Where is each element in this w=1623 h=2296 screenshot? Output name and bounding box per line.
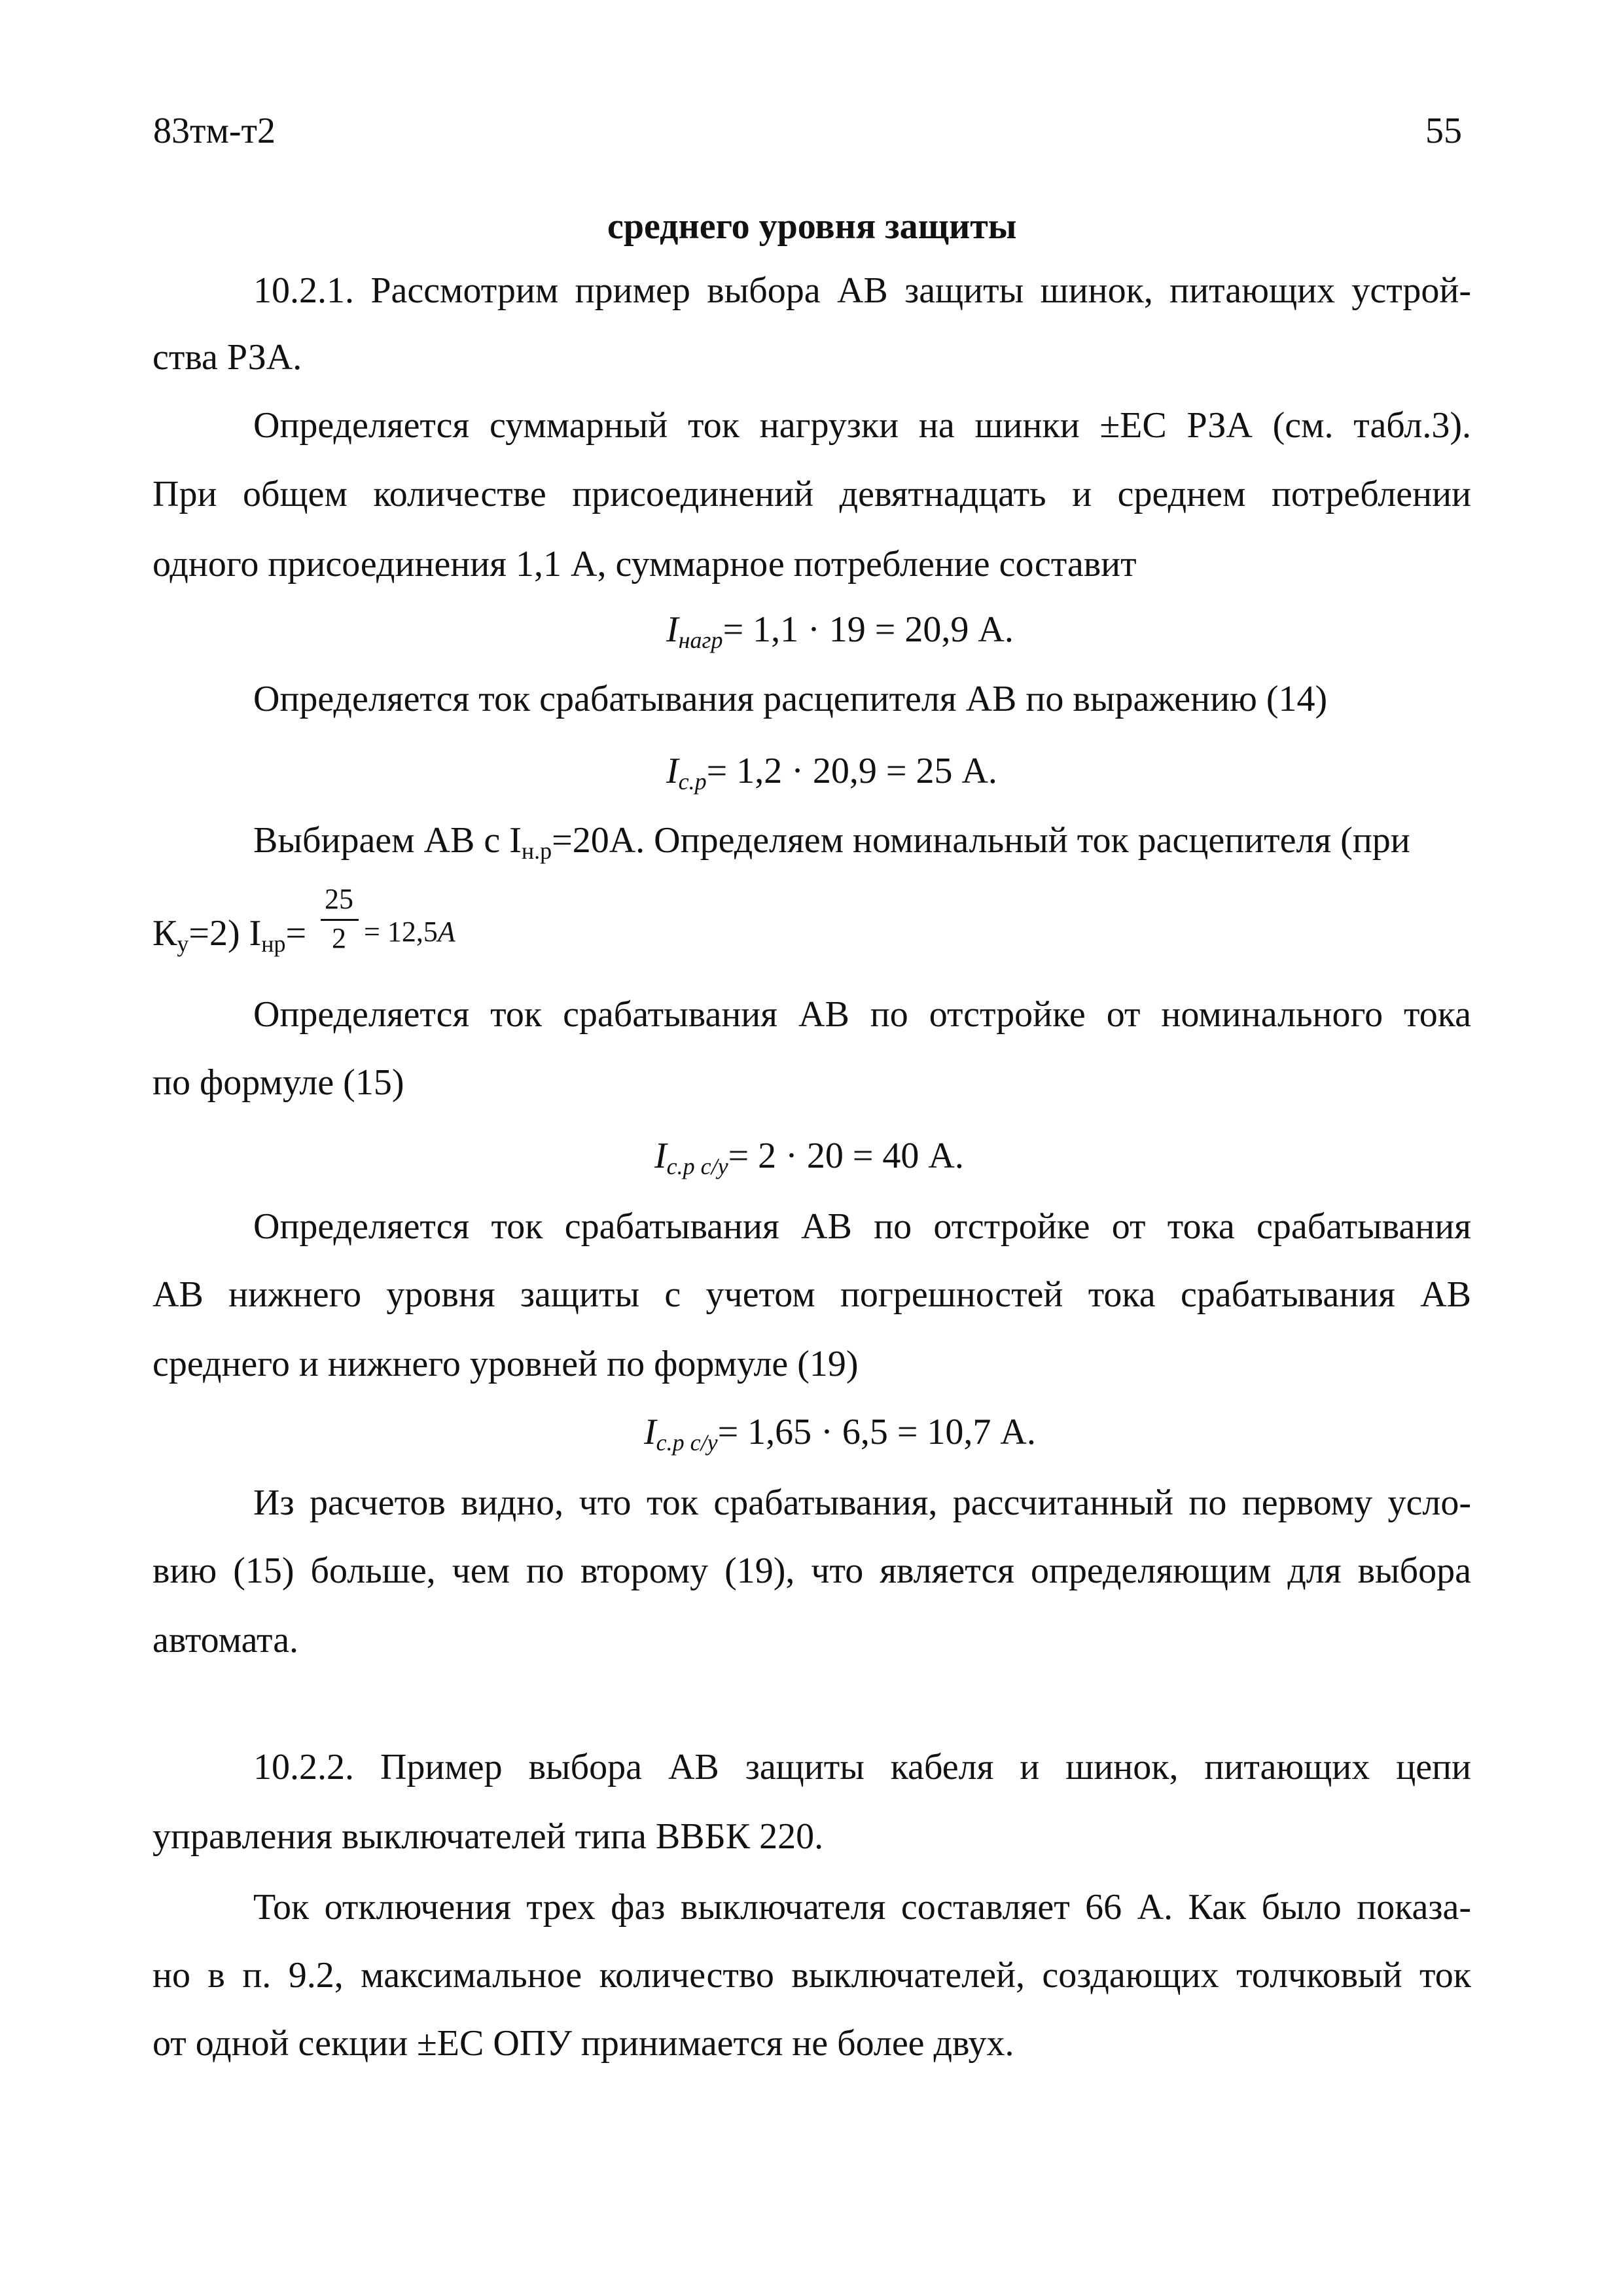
nominal-current-subscript: нр	[261, 931, 286, 957]
formula-subscript: с.р	[678, 768, 707, 795]
formula-lower-offset	[644, 1412, 1036, 1456]
choose-breaker-rest: =20А. Определяем номинальный ток расцепителя (при	[552, 820, 1410, 861]
section-title: среднего уровня защиты	[607, 206, 1017, 247]
paragraph-10-2-2-line-2: управления выключателей типа ВВБК 220.	[152, 1816, 824, 1857]
paragraph-offset-lower-line-3: среднего и нижнего уровней по формуле (19)	[152, 1344, 859, 1384]
formula-nominal-release-current	[152, 913, 307, 957]
fraction-bar	[321, 919, 359, 921]
fraction-result-value: = 12,5	[364, 916, 438, 948]
paragraph-choose-breaker	[253, 820, 1410, 864]
formula-expression: = 1,2 · 20,9 = 25 А.	[706, 751, 997, 791]
paragraph-offset-lower-line-1: Определяется ток срабатывания АВ по отстройке от тока срабатывания	[253, 1206, 1471, 1247]
coefficient-rest: =2) I	[188, 913, 262, 954]
paragraph-conclusion-line-2: вию (15) больше, чем по второму (19), что является определяющим для выбора	[152, 1551, 1471, 1591]
paragraph-offset-nominal-line-2: по формуле (15)	[152, 1062, 404, 1103]
formula-load-current	[666, 609, 1014, 653]
fraction-result	[364, 918, 455, 946]
page-number: 55	[1425, 111, 1462, 151]
paragraph-load-line-1: Определяется суммарный ток нагрузки на шинки ±ЕС РЗА (см. табл.3).	[253, 405, 1471, 446]
choose-breaker-text: Выбираем АВ с I	[253, 820, 522, 861]
paragraph-offset-lower-line-2: АВ нижнего уровня защиты с учетом погрешностей тока срабатывания АВ	[152, 1274, 1471, 1315]
fraction-result-unit: А	[437, 916, 455, 948]
paragraph-conclusion-line-3: автомата.	[152, 1620, 299, 1660]
paragraph-trip-current: Определяется ток срабатывания расцепителя АВ по выражению (14)	[253, 679, 1328, 719]
paragraph-load-line-3: одного присоединения 1,1 А, суммарное потребление составит	[152, 544, 1137, 584]
paragraph-10-2-1-line-2: ства РЗА.	[152, 337, 302, 378]
formula-expression: = 1,1 · 19 = 20,9 А.	[722, 609, 1014, 650]
formula-nominal-offset	[654, 1136, 964, 1179]
fraction-denominator: 2	[332, 922, 346, 954]
formula-expression: = 1,65 · 6,5 = 10,7 А.	[717, 1412, 1036, 1452]
paragraph-offset-nominal-line-1: Определяется ток срабатывания АВ по отстройке от номинального тока	[253, 994, 1471, 1035]
paragraph-three-phase-line-3: от одной секции ±ЕС ОПУ принимается не более двух.	[152, 2023, 1014, 2064]
formula-symbol: I	[666, 751, 679, 791]
document-code: 83тм-т2	[153, 111, 276, 151]
fraction-numerator: 25	[325, 883, 353, 915]
coefficient-symbol: К	[152, 913, 177, 954]
paragraph-three-phase-line-1: Ток отключения трех фаз выключателя составляет 66 А. Как было показа-	[253, 1887, 1471, 1928]
paragraph-load-line-2: При общем количестве присоединений девятнадцать и среднем потреблении	[152, 474, 1471, 514]
formula-subscript: с.р с/у	[656, 1429, 718, 1456]
formula-symbol: I	[654, 1136, 667, 1176]
choose-breaker-subscript: н.р	[521, 838, 552, 864]
equals-sign: =	[285, 913, 307, 954]
paragraph-three-phase-line-2: но в п. 9.2, максимальное количество выключателей, создающих толчковый ток	[152, 1955, 1471, 1996]
formula-expression: = 2 · 20 = 40 А.	[728, 1136, 964, 1176]
formula-trip-current	[666, 751, 997, 795]
formula-symbol: I	[644, 1412, 656, 1452]
formula-subscript: нагр	[678, 627, 723, 653]
paragraph-10-2-2-line-1: 10.2.2. Пример выбора АВ защиты кабеля и шинок, питающих цепи	[253, 1747, 1471, 1787]
paragraph-conclusion-line-1: Из расчетов видно, что ток срабатывания, рассчитанный по первому усло-	[253, 1482, 1471, 1523]
paragraph-10-2-1-line-1: 10.2.1. Рассмотрим пример выбора АВ защиты шинок, питающих устрой-	[253, 270, 1471, 311]
coefficient-subscript: у	[177, 931, 189, 957]
formula-symbol: I	[666, 609, 679, 650]
formula-subscript: с.р с/у	[666, 1153, 728, 1179]
